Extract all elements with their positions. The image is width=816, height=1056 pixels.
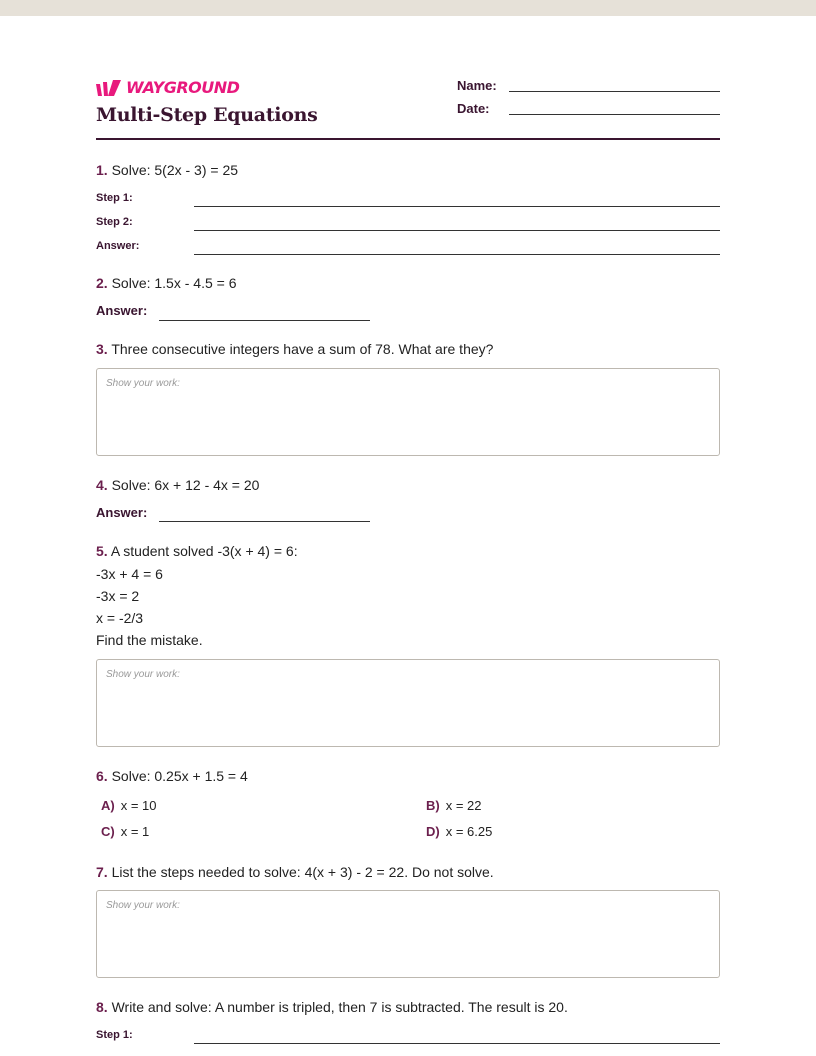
- top-bar: [0, 0, 816, 16]
- student-work-line: -3x + 4 = 6: [96, 566, 163, 582]
- question-number: 6.: [96, 768, 108, 784]
- question-5: [96, 543, 298, 559]
- question-2: [96, 275, 236, 291]
- question-number: 2.: [96, 275, 108, 291]
- question-text: Solve: 0.25x + 1.5 = 4: [111, 768, 248, 784]
- option-value: x = 22: [445, 798, 482, 813]
- answer-label: Answer:: [96, 505, 148, 520]
- answer-field[interactable]: [159, 320, 370, 321]
- work-box-placeholder: Show your work:: [106, 669, 180, 680]
- option-letter: A): [101, 798, 115, 813]
- question-text: Solve: 6x + 12 - 4x = 20: [111, 477, 260, 493]
- answer-label: Answer:: [96, 303, 148, 318]
- step-1-field[interactable]: [194, 206, 720, 207]
- question-text: List the steps needed to solve: 4(x + 3) - 2 = 22. Do not solve.: [111, 864, 494, 880]
- step-1-field[interactable]: [194, 1043, 720, 1044]
- question-6: [96, 768, 248, 784]
- question-text: A student solved -3(x + 4) = 6:: [110, 543, 298, 559]
- brand-name: WAYGROUND: [126, 78, 240, 97]
- date-label: Date:: [457, 101, 490, 116]
- work-box-placeholder: Show your work:: [106, 378, 180, 389]
- question-number: 4.: [96, 477, 108, 493]
- brand-logo: [96, 78, 239, 97]
- option-value: x = 1: [120, 824, 150, 839]
- option-value: x = 6.25: [445, 824, 493, 839]
- question-number: 7.: [96, 864, 108, 880]
- option-c[interactable]: [101, 824, 149, 839]
- option-value: x = 10: [120, 798, 157, 813]
- name-field[interactable]: [509, 91, 720, 92]
- wayground-logo-icon: [96, 79, 122, 97]
- answer-field[interactable]: [194, 254, 720, 255]
- date-field[interactable]: [509, 114, 720, 115]
- option-d[interactable]: [426, 824, 492, 839]
- work-box[interactable]: [96, 659, 720, 747]
- question-4: [96, 477, 259, 493]
- question-1: [96, 162, 238, 178]
- question-7: [96, 864, 494, 880]
- question-3: [96, 341, 493, 357]
- name-label: Name:: [457, 78, 497, 93]
- question-text: Solve: 5(2x - 3) = 25: [111, 162, 239, 178]
- question-number: 5.: [96, 543, 108, 559]
- question-text: Solve: 1.5x - 4.5 = 6: [111, 275, 237, 291]
- answer-label: Answer:: [96, 240, 140, 252]
- option-letter: D): [426, 824, 440, 839]
- question-text: Write and solve: A number is tripled, then 7 is subtracted. The result is 20.: [111, 999, 568, 1015]
- header-divider: [96, 138, 720, 140]
- student-work-line: x = -2/3: [96, 610, 144, 626]
- question-number: 8.: [96, 999, 108, 1015]
- work-box[interactable]: [96, 890, 720, 978]
- question-number: 1.: [96, 162, 108, 178]
- step-2-label: Step 2:: [96, 216, 133, 228]
- student-work-line: -3x = 2: [96, 588, 140, 604]
- question-8: [96, 999, 568, 1015]
- answer-field[interactable]: [159, 521, 370, 522]
- step-2-field[interactable]: [194, 230, 720, 231]
- page-title: Multi-Step Equations: [96, 104, 318, 126]
- option-b[interactable]: [426, 798, 482, 813]
- question-number: 3.: [96, 341, 108, 357]
- work-box-placeholder: Show your work:: [106, 900, 180, 911]
- question-text: Three consecutive integers have a sum of 78. What are they?: [111, 341, 494, 357]
- instruction-line: Find the mistake.: [96, 632, 203, 648]
- option-letter: C): [101, 824, 115, 839]
- option-a[interactable]: [101, 798, 157, 813]
- step-1-label: Step 1:: [96, 192, 133, 204]
- step-1-label: Step 1:: [96, 1029, 133, 1041]
- work-box[interactable]: [96, 368, 720, 456]
- option-letter: B): [426, 798, 440, 813]
